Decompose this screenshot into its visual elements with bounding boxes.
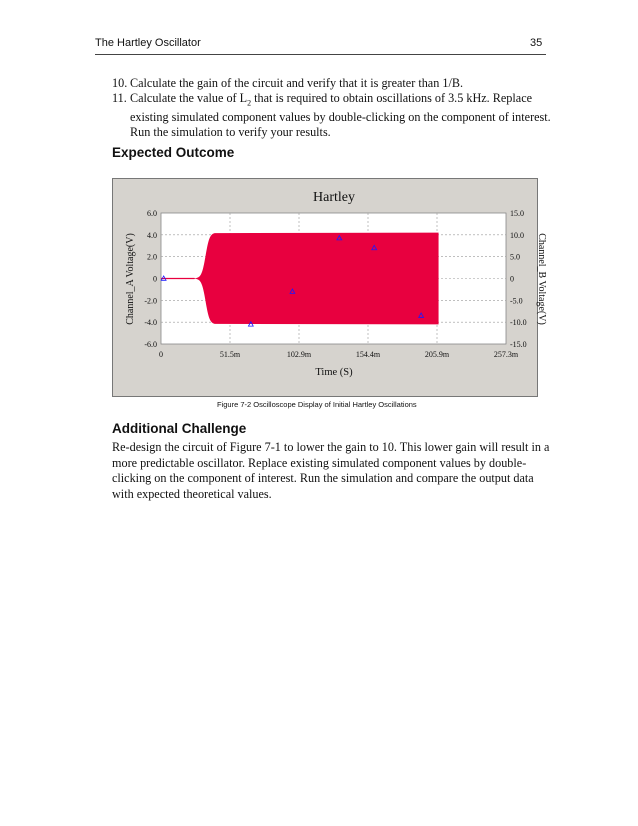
expected-outcome-heading: Expected Outcome (112, 145, 235, 160)
y-left-tick-label: 0 (153, 274, 157, 284)
y-right-tick-label: 5.0 (510, 252, 520, 262)
step-10 (112, 76, 552, 91)
oscillation-trace (195, 233, 439, 325)
step-text-part: that is required to obtain oscillations of 3.5 kHz. Replace existing simulated component values by double-clicking on the component of interest. Run the simulation to verify your results. (130, 91, 551, 140)
y-axis-right-label: Channel_B Voltage(V) (536, 233, 547, 325)
y-right-tick-label: 15.0 (510, 209, 524, 218)
step-number: 11. (112, 91, 127, 105)
figure-caption: Figure 7-2 Oscilloscope Display of Initial Hartley Oscillations (217, 400, 417, 409)
header-rule (95, 54, 546, 55)
y-left-tick-label: 4.0 (147, 230, 157, 240)
step-text: Calculate the gain of the circuit and verify that it is greater than 1/B. (130, 76, 464, 90)
procedure-steps (112, 76, 552, 140)
x-tick-label: 102.9m (286, 350, 312, 359)
chart-title: Hartley (313, 190, 355, 205)
step-text (130, 91, 552, 140)
additional-challenge-text: Re-design the circuit of Figure 7-1 to lower the gain to 10. This lower gain will result in a more predictable oscillator. Replace existing simulated component values by double-clicking on the component of interest. Run the simulation and compare the output data with expected theoretical values. (112, 440, 550, 501)
subscript: 2 (247, 98, 252, 108)
step-11 (112, 91, 552, 140)
y-left-tick-label: -2.0 (144, 296, 157, 306)
y-right-tick-label: -10.0 (510, 318, 527, 328)
y-right-tick-label: 10.0 (510, 230, 524, 240)
y-axis-left-label: Channel_A Voltage(V) (125, 233, 136, 325)
y-right-tick-label: -15.0 (510, 340, 527, 349)
y-left-tick-label: -4.0 (144, 318, 157, 328)
x-tick-label: 257.3m (493, 350, 519, 359)
y-left-tick-label: -6.0 (144, 340, 157, 349)
oscilloscope-chart (113, 179, 547, 396)
running-header-title: The Hartley Oscillator (95, 37, 201, 49)
y-right-tick-label: 0 (510, 274, 514, 284)
x-tick-label: 51.5m (219, 350, 241, 359)
oscilloscope-figure (112, 178, 547, 397)
x-tick-label: 205.9m (424, 350, 450, 359)
y-left-tick-label: 6.0 (147, 209, 157, 218)
y-left-tick-label: 2.0 (147, 252, 157, 262)
y-right-tick-label: -5.0 (510, 296, 523, 306)
x-axis-label: Time (S) (315, 367, 353, 378)
x-tick-label: 0 (159, 350, 163, 359)
x-tick-label: 154.4m (355, 350, 381, 359)
additional-challenge-heading: Additional Challenge (112, 421, 247, 436)
step-text-part: Calculate the value of L (130, 91, 248, 105)
step-number: 10. (112, 76, 128, 90)
page-number: 35 (530, 37, 543, 49)
